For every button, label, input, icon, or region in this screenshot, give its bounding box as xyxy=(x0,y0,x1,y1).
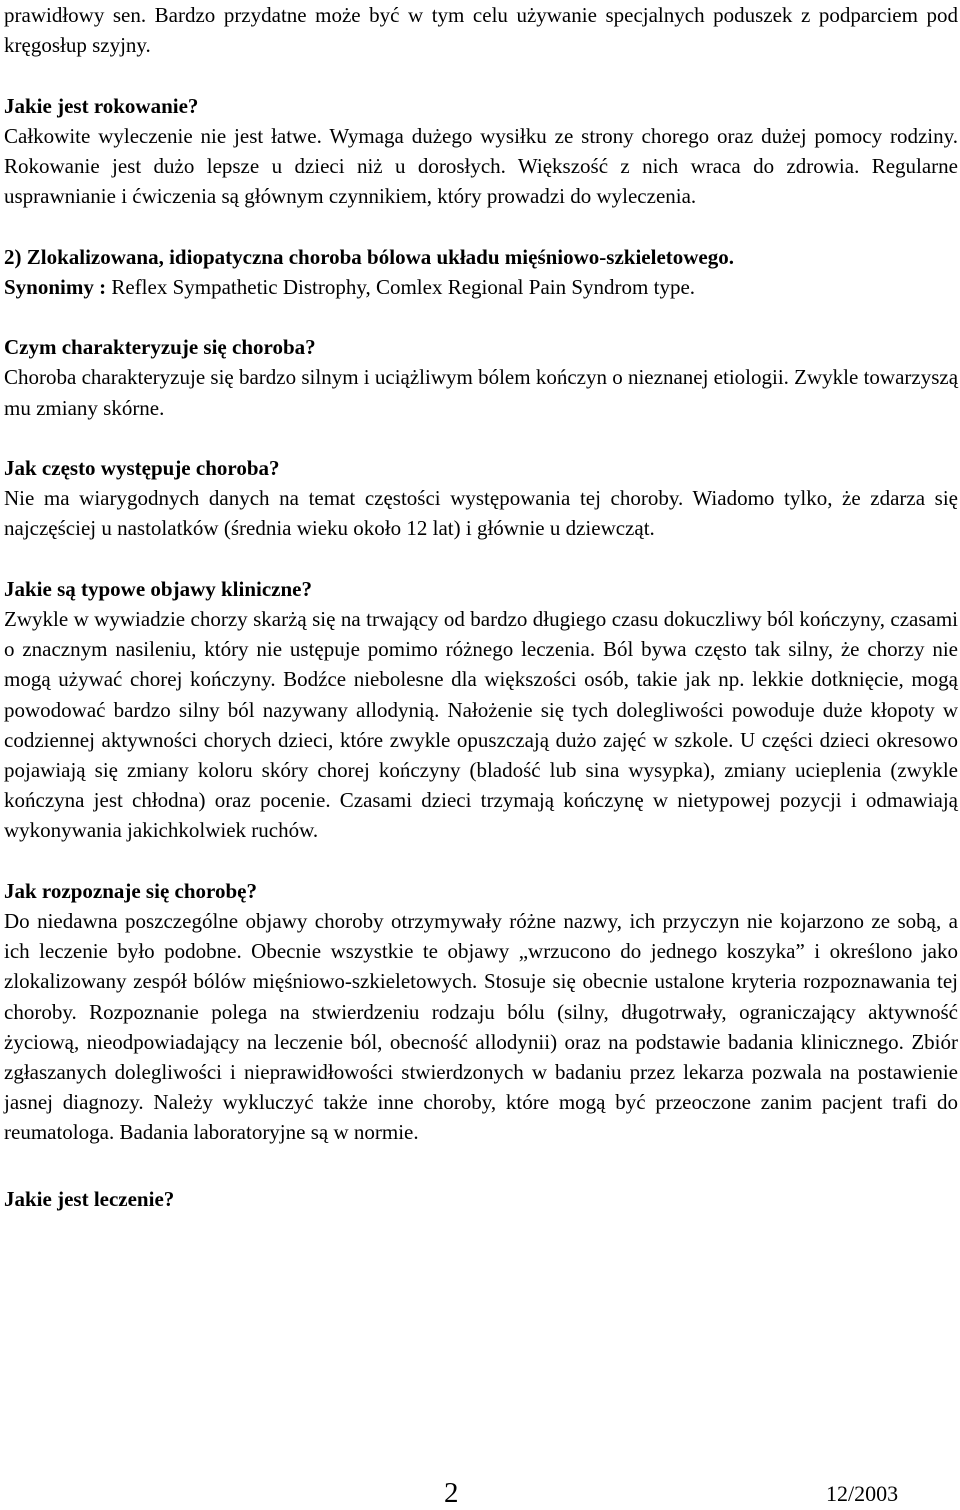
page-number: 2 xyxy=(444,1477,459,1509)
section-title: 2) Zlokalizowana, idiopatyczna choroba bólowa układu mięśniowo-szkieletowego. xyxy=(4,244,734,269)
synonyms-line xyxy=(4,272,958,302)
synonyms-label: Synonimy : xyxy=(4,274,107,299)
footer-date: 12/2003 xyxy=(826,1481,899,1506)
symptoms-heading: Jakie są typowe objawy kliniczne? xyxy=(4,576,313,601)
characteristics-heading: Czym charakteryzuje się choroba? xyxy=(4,335,316,360)
frequency-paragraph: Nie ma wiarygodnych danych na temat częstości występowania tej choroby. Wiadomo tylko, że zdarza się najczęściej u nastolatków (średnia wieku około 12 lat) i głównie u dziewcząt. xyxy=(4,486,958,541)
prognosis-heading: Jakie jest rokowanie? xyxy=(4,93,199,118)
diagnosis-heading: Jak rozpoznaje się chorobę? xyxy=(4,878,257,903)
document-page xyxy=(4,0,958,1214)
symptoms-paragraph: Zwykle w wywiadzie chorzy skarżą się na trwający od bardzo długiego czasu dokuczliwy ból kończyny, czasami o znacznym nasileniu, który nie ustępuje pomimo różnego leczenia. Ból bywa często tak silny, że chorzy nie mogą używać chorej kończyny. Bodźce niebolesne dla większości osób, takie jak np. lekkie dotknięcie, mogą powodować bardzo silny ból nazywany allodynią. Nałożenie się tych dolegliwości powoduje duże kłopoty w codziennej aktywności chorych dzieci, które zwykle opuszczają dużo zajęć w szkole. U części dzieci okresowo pojawiają się zmiany koloru skóry chorej kończyny (bladość lub sina wysypka), zmiany ucieplenia (zwykle kończyna jest chłodna) oraz pocenie. Czasami dzieci trzymają kończynę w nietypowej pozycji i odmawiają wykonywania jakichkolwiek ruchów. xyxy=(4,606,958,843)
diagnosis-paragraph: Do niedawna poszczególne objawy choroby otrzymywały różne nazwy, ich przyczyn nie kojarzono ze sobą, a ich leczenie było podobne. Obecnie wszystkie te objawy „wrzucono do jednego koszyka” i określono jako zlokalizowany zespół bólów mięśniowo-szkieletowych. Stosuje się obecnie ustalone kryteria rozpoznawania tej choroby. Rozpoznanie polega na stwierdzeniu rodzaju bólu (silny, długotrwały, ograniczający aktywność życiową, nieodpowiadający na leczenie ból, obecność allodynii) oraz na podstawie badania klinicznego. Zbiór zgłaszanych dolegliwości i nieprawidłowości stwierdzonych w badaniu przez lekarza pozwala na postawienie jasnej diagnozy. Należy wykluczyć także inne choroby, które mogą być przeoczone zanim pacjent trafi do reumatologa. Badania laboratoryjne są w normie. xyxy=(4,909,958,1145)
treatment-heading: Jakie jest leczenie? xyxy=(4,1186,175,1211)
intro-paragraph: prawidłowy sen. Bardzo przydatne może być w tym celu używanie specjalnych poduszek z podparciem pod kręgosłup szyjny. xyxy=(4,3,958,58)
frequency-heading: Jak często występuje choroba? xyxy=(4,455,280,480)
characteristics-paragraph: Choroba charakteryzuje się bardzo silnym i uciążliwym bólem kończyn o nieznanej etiologii. Zwykle towarzyszą mu zmiany skórne. xyxy=(4,365,959,420)
synonyms-text: Reflex Sympathetic Distrophy, Comlex Regional Pain Syndrom type. xyxy=(106,274,696,299)
prognosis-paragraph: Całkowite wyleczenie nie jest łatwe. Wymaga dużego wysiłku ze strony chorego oraz dużej pomocy rodziny. Rokowanie jest dużo lepsze u dzieci niż u dorosłych. Większość z nich wraca do zdrowia. Regularne usprawnianie i ćwiczenia są głównym czynnikiem, który prowadzi do wyleczenia. xyxy=(4,123,958,209)
